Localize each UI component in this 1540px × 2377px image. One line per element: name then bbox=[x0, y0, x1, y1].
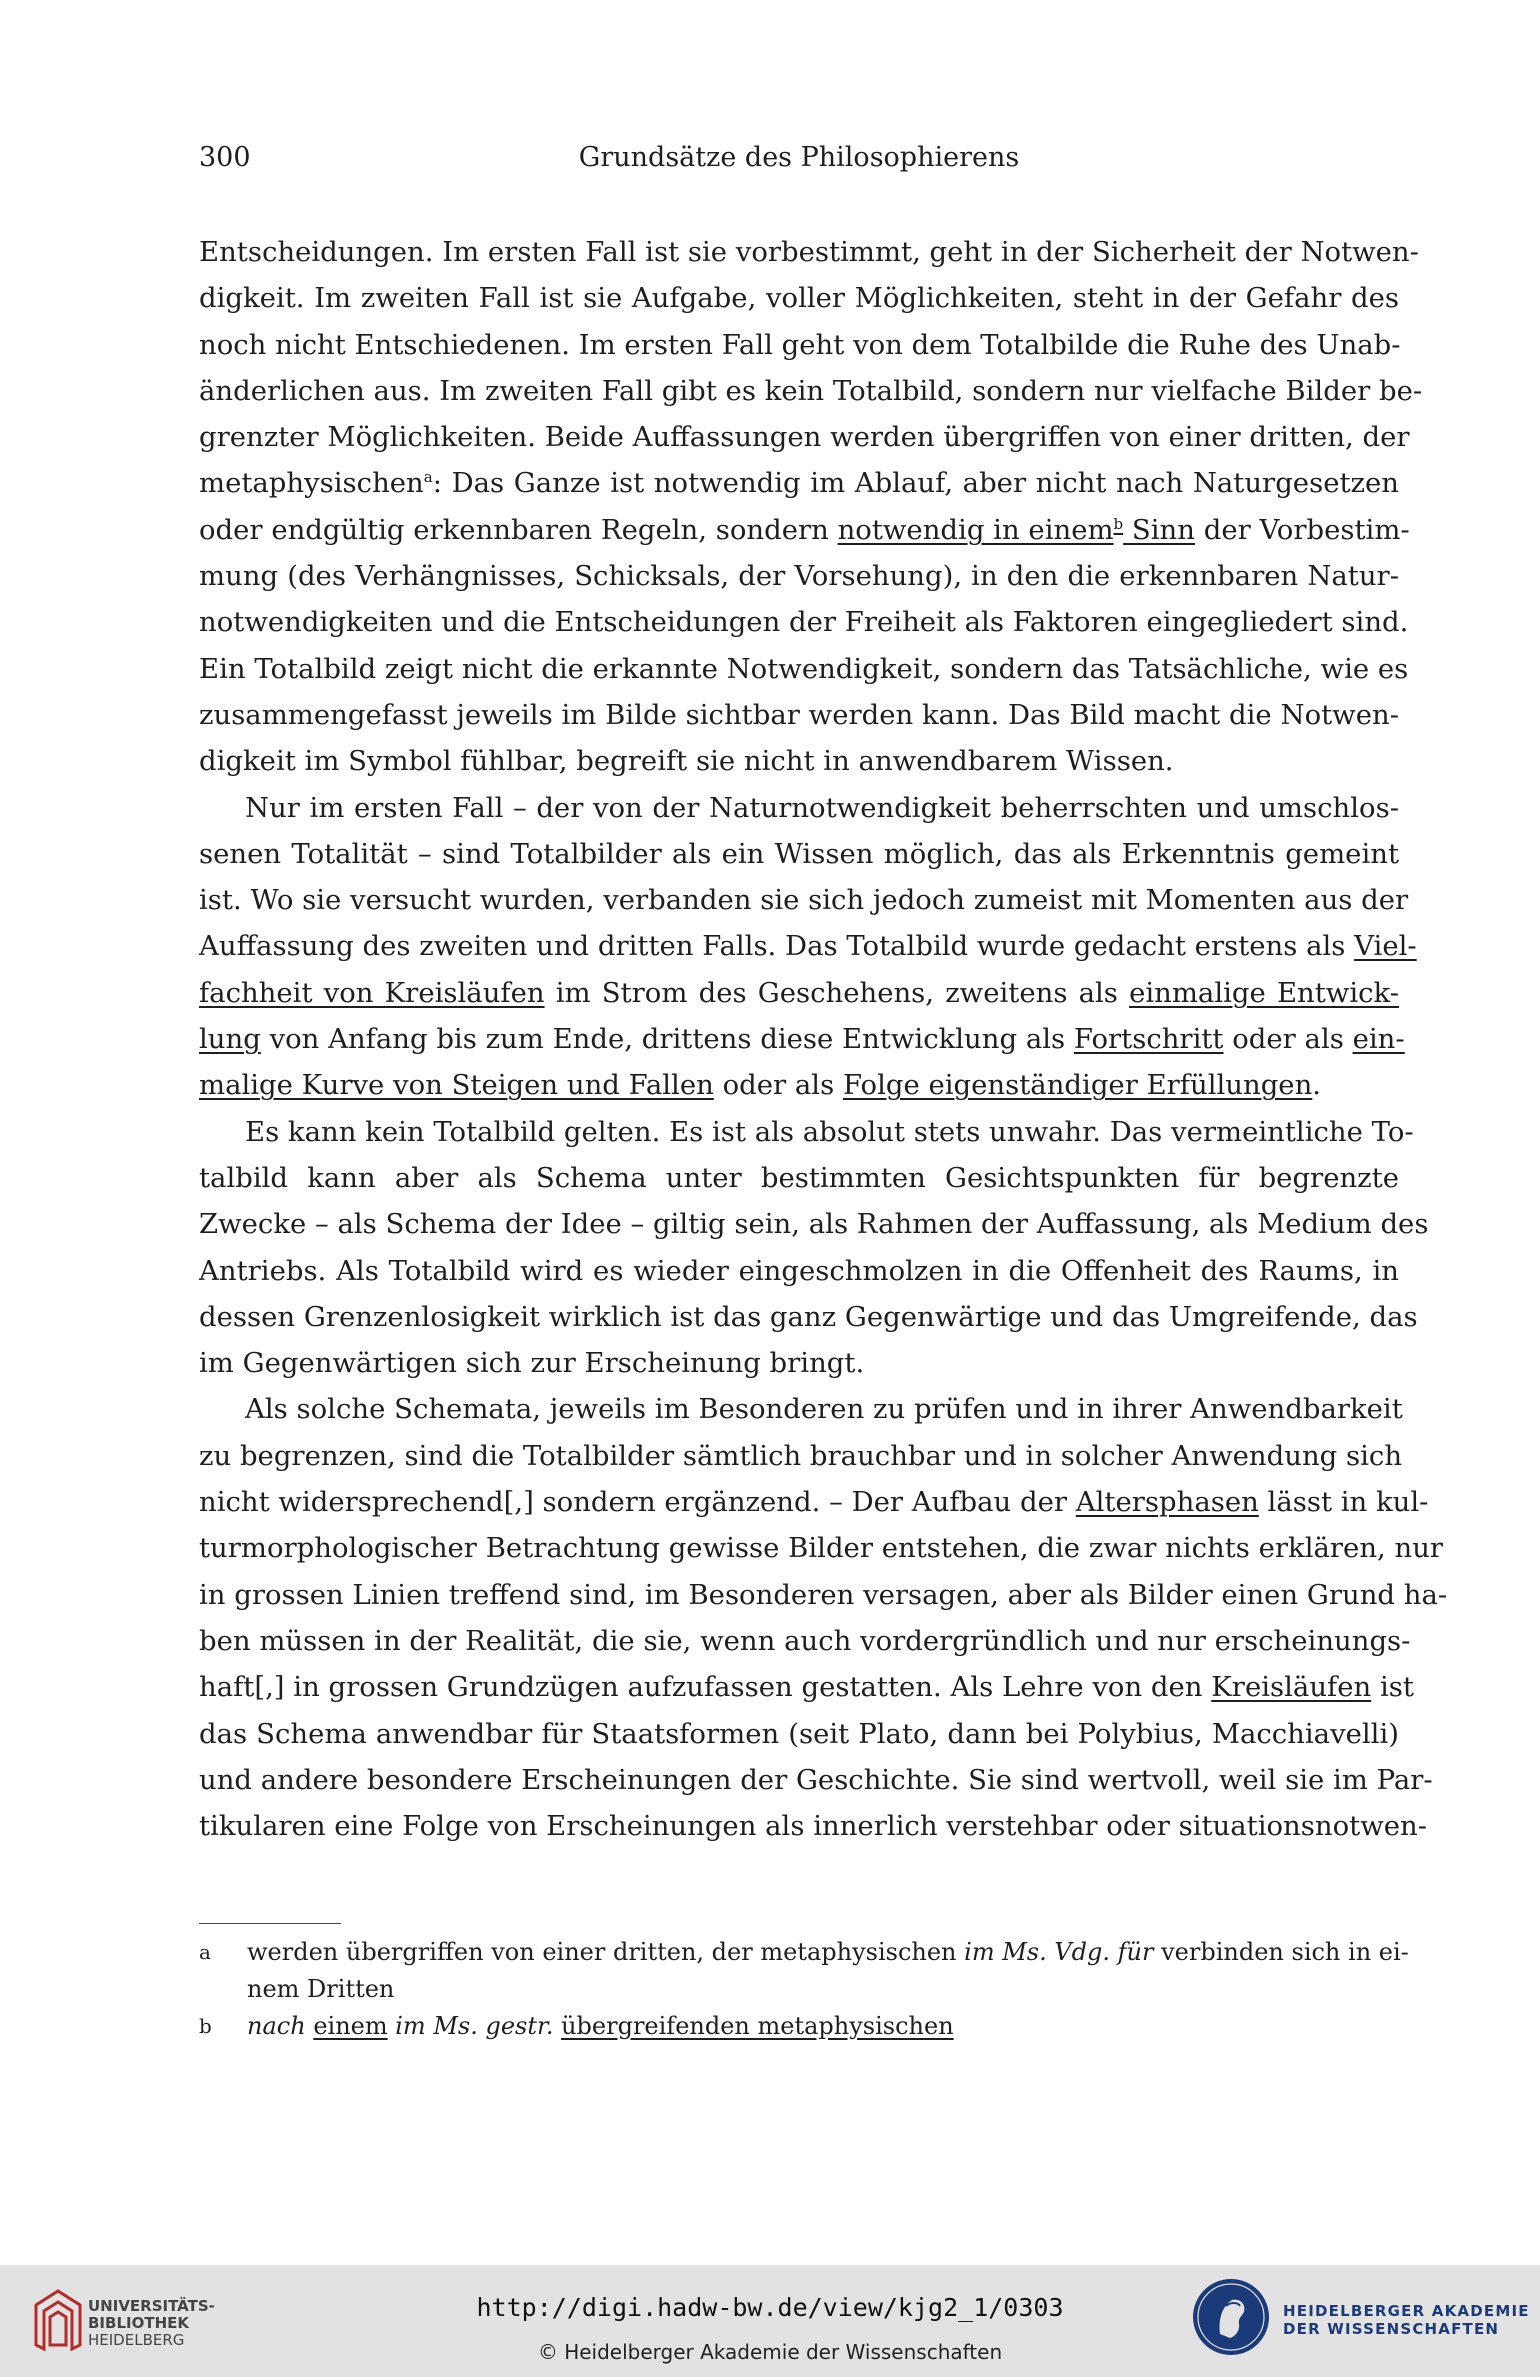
text-span: von Anfang bis zum Ende, drittens diese Entwicklung als bbox=[260, 1023, 1074, 1056]
text-line: noch nicht Entschiedenen. Im ersten Fall geht von dem Totalbilde die Ruhe des Unab- bbox=[199, 328, 1401, 361]
text-span: lässt in kul- bbox=[1258, 1486, 1429, 1519]
underlined-phrase: notwendig in einem bbox=[837, 513, 1114, 546]
text-span: Auffassung des zweiten und dritten Falls. Das Totalbild wurde gedacht erstens als bbox=[199, 930, 1355, 963]
text-line: Entscheidungen. Im ersten Fall ist sie vorbestimmt, geht in der Sicherheit der Notwen- bbox=[199, 236, 1419, 268]
text-line: Ein Totalbild zeigt nicht die erkannte Notwendigkeit, sondern das Tatsächliche, wie es bbox=[199, 652, 1409, 685]
text-span: oder als bbox=[1223, 1023, 1353, 1056]
text-line: digkeit. Im zweiten Fall ist sie Aufgabe, voller Möglichkeiten, steht in der Gefahr des bbox=[199, 282, 1399, 315]
text-line: ben müssen in der Realität, die sie, wenn auch vordergründlich und nur erscheinungs- bbox=[199, 1624, 1411, 1657]
underlined-phrase: lung bbox=[199, 1023, 261, 1056]
text-line: tikularen eine Folge von Erscheinungen als innerlich verstehbar oder situationsnotwen- bbox=[199, 1810, 1428, 1843]
underlined-phrase: fachheit von Kreisläufen bbox=[199, 976, 545, 1009]
text-line: turmorphologischer Betrachtung gewisse Bilder entstehen, die zwar nichts erklären, nur bbox=[199, 1532, 1444, 1565]
text-line: mung (des Verhängnisses, Schicksals, der Vorsehung), in den die erkennbaren Natur- bbox=[199, 560, 1399, 593]
footnote-marker: a bbox=[199, 1940, 211, 1964]
paragraph-start: Nur im ersten Fall – der von der Naturnotwendigkeit beherrschten und umschlos- bbox=[245, 791, 1399, 824]
text-line bbox=[199, 1664, 1414, 1710]
page-number: 300 bbox=[199, 142, 251, 173]
text-line bbox=[199, 1016, 1405, 1062]
academy-name-line: DER WISSENSCHAFTEN bbox=[1283, 2320, 1500, 2338]
text-line bbox=[199, 507, 1410, 553]
footnote-line: nem Dritten bbox=[247, 1975, 395, 2003]
copyright-notice: © Heidelberger Akademie der Wissenschaften bbox=[537, 2340, 1003, 2364]
text-line: Antriebs. Als Totalbild wird es wieder eingeschmolzen in die Offenheit des Raums, in bbox=[199, 1254, 1399, 1287]
text-line: im Gegenwärtigen sich zur Erscheinung bringt. bbox=[199, 1347, 865, 1380]
text-span: . bbox=[1312, 1069, 1322, 1102]
underlined-phrase: Viel- bbox=[1354, 930, 1417, 963]
text-span: oder endgültig erkennbaren Regeln, sondern bbox=[199, 513, 838, 546]
permalink-url[interactable]: http://digi.hadw-bw.de/view/kjg2_1/0303 bbox=[476, 2293, 1064, 2322]
text-line: in grossen Linien treffend sind, im Besonderen versagen, aber als Bilder einen Grund ha- bbox=[199, 1578, 1448, 1611]
text-span: metaphysischen bbox=[199, 467, 424, 500]
main-text bbox=[199, 229, 1448, 1849]
underlined-phrase: einmalige Entwick- bbox=[1129, 976, 1399, 1009]
footnotes bbox=[199, 1934, 1409, 2045]
text-line bbox=[199, 460, 1399, 506]
library-name-line: UNIVERSITÄTS- bbox=[88, 2297, 215, 2315]
underlined-phrase: Kreisläufen bbox=[1211, 1671, 1372, 1704]
text-line: änderlichen aus. Im zweiten Fall gibt es kein Totalbild, sondern nur vielfache Bilder be- bbox=[199, 374, 1423, 407]
text-line bbox=[199, 1062, 1399, 1108]
underlined-phrase: Sinn bbox=[1123, 513, 1195, 546]
text-line: digkeit im Symbol fühlbar, begreift sie nicht in anwendbarem Wissen. bbox=[199, 745, 1174, 778]
text-span: ist bbox=[1371, 1671, 1414, 1704]
underlined-phrase: ein- bbox=[1352, 1023, 1405, 1056]
academy-seal-icon[interactable] bbox=[1190, 2276, 1272, 2358]
footnote-line bbox=[247, 2008, 1399, 2045]
text-line: zu begrenzen, sind die Totalbilder sämtlich brauchbar und in solcher Anwendung sich bbox=[199, 1439, 1403, 1472]
text-line: dessen Grenzenlosigkeit wirklich ist das ganz Gegenwärtige und das Umgreifende, das bbox=[199, 1300, 1418, 1333]
text-span: : Das Ganze ist notwendig im Ablauf, aber nicht nach Naturgesetzen bbox=[432, 467, 1399, 500]
footnote-ref-b[interactable]: b bbox=[1113, 514, 1124, 533]
footnote-ref-a[interactable]: a bbox=[423, 468, 433, 487]
text-span: im Strom des Geschehens, zweitens als bbox=[544, 976, 1130, 1009]
text-line: senen Totalität – sind Totalbilder als ein Wissen möglich, das als Erkenntnis gemeint bbox=[199, 837, 1399, 870]
text-line: talbild kann aber als Schema unter bestimmten Gesichtspunkten für begrenzte bbox=[199, 1161, 1399, 1194]
underlined-phrase: Fortschritt bbox=[1073, 1023, 1224, 1056]
library-name-line: HEIDELBERG bbox=[88, 2331, 185, 2349]
running-header bbox=[199, 142, 1399, 182]
text-line bbox=[199, 923, 1417, 969]
editorial-note: nach bbox=[247, 2012, 306, 2040]
academy-name-line: HEIDELBERGER AKADEMIE bbox=[1283, 2302, 1530, 2320]
text-line: und andere besondere Erscheinungen der Geschichte. Sie sind wertvoll, weil sie im Par- bbox=[199, 1763, 1433, 1796]
footnote-b bbox=[199, 2008, 1399, 2045]
text-line: ist. Wo sie versucht wurden, verbanden sie sich jedoch zumeist mit Momenten aus der bbox=[199, 884, 1409, 917]
text-line: zusammengefasst jeweils im Bilde sichtbar werden kann. Das Bild macht die Notwen- bbox=[199, 698, 1399, 731]
text-line bbox=[199, 1479, 1429, 1525]
editorial-note: im Ms. Vdg. für bbox=[964, 1938, 1154, 1966]
library-name-line: BIBLIOTHEK bbox=[88, 2314, 189, 2332]
underlined-phrase: Altersphasen bbox=[1075, 1486, 1259, 1519]
text-span: der Vorbestim- bbox=[1194, 513, 1410, 546]
text-span: haft[,] in grossen Grundzügen aufzufassen gestatten. Als Lehre von den bbox=[199, 1671, 1212, 1704]
text-line: Zwecke – als Schema der Idee – giltig sein, als Rahmen der Auffassung, als Medium des bbox=[199, 1208, 1429, 1241]
footnote-marker: b bbox=[199, 2014, 212, 2038]
footnote-line bbox=[247, 1934, 1409, 1971]
text-span: werden übergriffen von einer dritten, der metaphysischen bbox=[247, 1938, 965, 1966]
footnote-a bbox=[199, 1934, 1409, 2008]
underlined-phrase: malige Kurve von Steigen und Fallen bbox=[199, 1069, 714, 1102]
editorial-note: im Ms. gestr. bbox=[395, 2012, 554, 2040]
underlined-phrase: Folge eigenständiger Erfüllungen bbox=[842, 1069, 1313, 1102]
paragraph-start: Es kann kein Totalbild gelten. Es ist als absolut stets unwahr. Das vermeintliche To- bbox=[245, 1115, 1414, 1148]
text-line: grenzter Möglichkeiten. Beide Auffassungen werden übergriffen von einer dritten, der bbox=[199, 421, 1410, 454]
footnote-divider bbox=[199, 1923, 341, 1924]
underlined-phrase: übergreifenden metaphysischen bbox=[561, 2012, 954, 2040]
text-line bbox=[199, 970, 1399, 1016]
text-span: oder als bbox=[713, 1069, 843, 1102]
running-title: Grundsätze des Philosophierens bbox=[578, 142, 1020, 173]
text-span: verbinden sich in ei- bbox=[1153, 1938, 1409, 1966]
library-name bbox=[88, 2298, 215, 2349]
text-line: das Schema anwendbar für Staatsformen (seit Plato, dann bei Polybius, Macchiavelli) bbox=[199, 1717, 1399, 1750]
underlined-phrase: einem bbox=[313, 2012, 388, 2040]
academy-name bbox=[1283, 2302, 1530, 2338]
text-span: nicht widersprechend[,] sondern ergänzend. – Der Aufbau der bbox=[199, 1486, 1076, 1519]
text-line: notwendigkeiten und die Entscheidungen der Freiheit als Faktoren eingegliedert sind. bbox=[199, 606, 1409, 639]
library-logo-icon[interactable] bbox=[28, 2283, 88, 2353]
paragraph-start: Als solche Schemata, jeweils im Besonderen zu prüfen und in ihrer Anwendbarkeit bbox=[245, 1393, 1403, 1426]
